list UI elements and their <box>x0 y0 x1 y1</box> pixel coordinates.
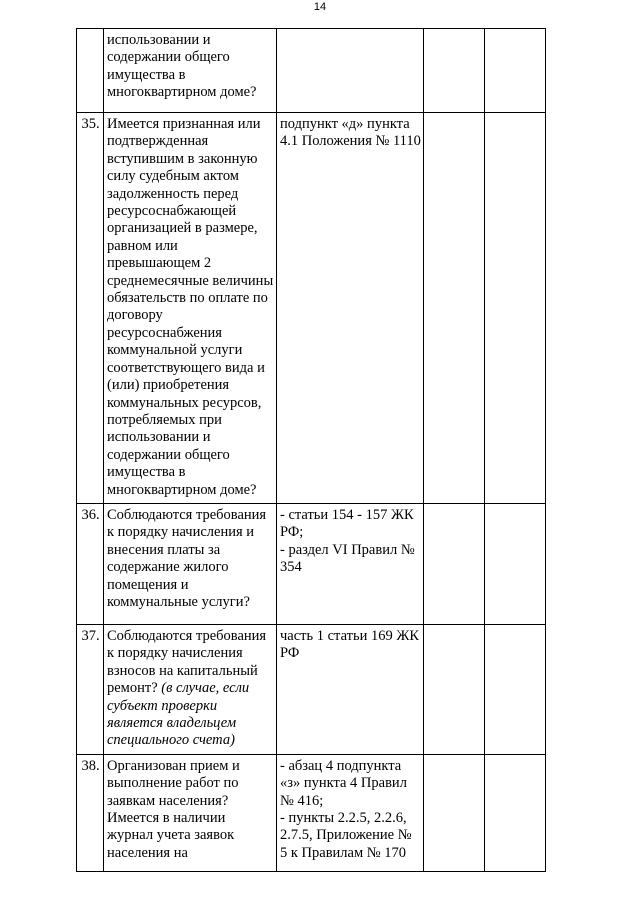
answer-cell-no <box>485 625 546 755</box>
legal-reference-cell <box>277 29 424 113</box>
question-note: (в случае, если субъект проверки является владельцем специального счета) <box>107 680 250 749</box>
question-cell <box>104 504 277 625</box>
legal-reference-cell <box>277 504 424 625</box>
legal-reference-cell: часть 1 статьи 169 ЖК РФ <box>277 625 424 755</box>
row-number: 37. <box>77 625 104 755</box>
answer-cell-yes <box>424 29 485 113</box>
answer-cell-no <box>485 754 546 871</box>
table-row <box>77 625 546 755</box>
legal-reference-cell: подпункт «д» пункта 4.1 Положения № 1110 <box>277 113 424 504</box>
question-cell <box>104 625 277 755</box>
table-row <box>77 504 546 625</box>
row-number: 35. <box>77 113 104 504</box>
question-text: Организован прием и выполнение работ по заявкам населения? Имеется в наличии журнал учета заявок населения на <box>107 757 240 861</box>
question-text: Имеется признанная или подтвержденная вступившим в законную силу судебным актом задолженность перед ресурсоснабжающей организацией в размере, равном или превышающем 2 среднемесячные величины обязательств по оплате по договору ресурсоснабжения коммунальной услуги соответствующего вида и (или) приобретения коммунальных ресурсов, потребляемых при использовании и содержании общего имущества в многоквартирном доме? <box>107 116 274 498</box>
answer-cell-yes <box>424 625 485 755</box>
answer-cell-no <box>485 113 546 504</box>
row-number <box>77 29 104 113</box>
table-row <box>77 113 546 504</box>
legal-reference-line: - раздел VI Правил № 354 <box>280 541 415 576</box>
table-row <box>77 754 546 871</box>
answer-cell-yes <box>424 754 485 871</box>
question-cell <box>104 113 277 504</box>
answer-cell-no <box>485 504 546 625</box>
question-cell <box>104 29 277 113</box>
page-number: 14 <box>313 1 327 13</box>
legal-reference-line: - абзац 4 подпункта «з» пункта 4 Правил № 416; <box>280 757 407 809</box>
legal-reference-line: - пункты 2.2.5, 2.2.6, 2.7.5, Приложение № 5 к Правилам № 170 <box>280 810 412 861</box>
row-number: 38. <box>77 754 104 871</box>
question-text: Соблюдаются требования к порядку начисления и внесения платы за содержание жилого помещения и коммунальные услуги? <box>107 507 267 611</box>
question-cell <box>104 754 277 871</box>
answer-cell-yes <box>424 504 485 625</box>
answer-cell-yes <box>424 113 485 504</box>
table-row <box>77 29 546 113</box>
question-text: использовании и содержании общего имущества в многоквартирном доме? <box>107 32 257 101</box>
question-text: Соблюдаются требования к порядку начисления взносов на капитальный ремонт? <box>107 628 267 697</box>
answer-cell-no <box>485 29 546 113</box>
row-number: 36. <box>77 504 104 625</box>
legal-reference-cell <box>277 754 424 871</box>
checklist-table <box>76 28 546 872</box>
legal-reference-line: - статьи 154 - 157 ЖК РФ; <box>280 507 414 541</box>
